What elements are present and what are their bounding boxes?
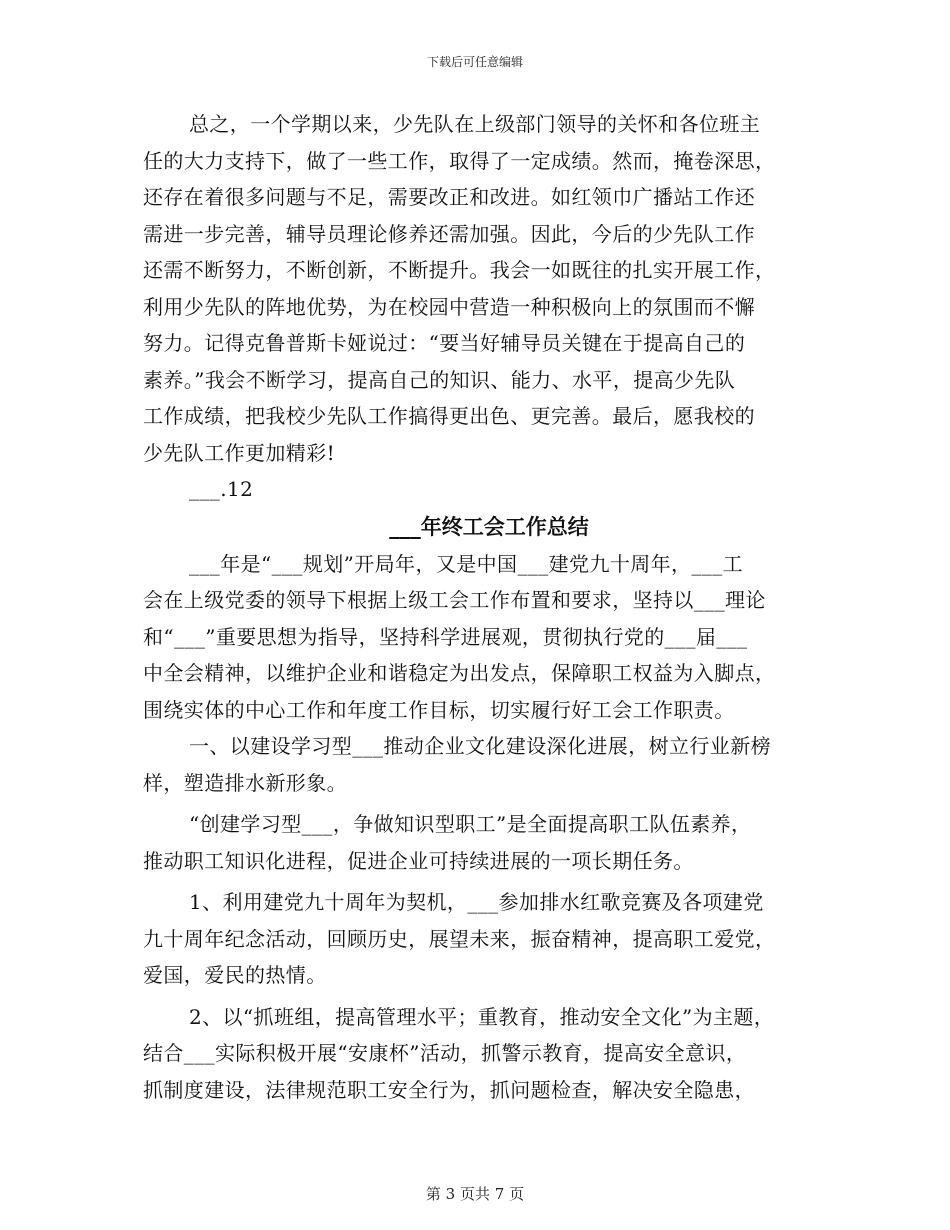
paragraph-line: 任的大力支持下，做了一些工作，取得了一定成绩。然而，掩卷深思， xyxy=(143,148,776,173)
paragraph-line: 还需不断努力，不断创新，不断提升。我会一如既往的扎实开展工作， xyxy=(143,258,776,282)
paragraph-line: 结合___实际积极开展“安康杯”活动，抓警示教育，提高安全意识， xyxy=(143,1041,747,1065)
paragraph-line: 努力。记得克鲁普斯卡娅说过：“要当好辅导员关键在于提高自己的 xyxy=(143,331,746,355)
paragraph-line: 2、以“抓班组，提高管理水平；重教育，推动安全文化”为主题， xyxy=(189,1004,775,1029)
paragraph-line: 总之，一个学期以来，少先队在上级部门领导的关怀和各位班主 xyxy=(189,112,761,136)
paragraph-line: 少先队工作更加精彩! xyxy=(143,440,336,465)
page-footer: 第 3 页共 7 页 xyxy=(425,1185,525,1203)
paragraph-line: 素养。”我会不断学习，提高自己的知识、能力、水平，提高少先队 xyxy=(143,367,736,392)
paragraph-line: “创建学习型___，争做知识型职工”是全面提高职工队伍素养， xyxy=(189,812,752,836)
paragraph-line: 还存在着很多问题与不足，需要改正和改进。如红领巾广播站工作还 xyxy=(143,185,755,209)
paragraph-line: 工作成绩，把我校少先队工作搞得更出色、更完善。最后，愿我校的 xyxy=(143,404,755,428)
paragraph-line: 抓制度建设，法律规范职工安全行为，抓问题检查，解决安全隐患， xyxy=(143,1077,755,1102)
paragraph-line: 会在上级党委的领导下根据上级工会工作布置和要求，坚持以___理论 xyxy=(143,588,766,612)
page-header: 下载后可任意编辑 xyxy=(426,55,523,69)
paragraph-line: 和“___”重要思想为指导，坚持科学进展观，贯彻执行党的___届___ xyxy=(143,624,748,649)
paragraph-line: 推动职工知识化进程，促进企业可持续进展的一项长期任务。 xyxy=(143,848,694,873)
paragraph-line: 爱国，爱民的热情。 xyxy=(143,963,327,987)
paragraph-line: 一、以建设学习型___推动企业文化建设深化进展，树立行业新榜 xyxy=(189,734,771,758)
paragraph-line: 围绕实体的中心工作和年度工作目标，切实履行好工会工作职责。 xyxy=(143,697,735,722)
paragraph-line: 中全会精神，以维护企业和谐稳定为出发点，保障职工权益为入脚点， xyxy=(143,661,776,685)
document-body xyxy=(143,106,815,1108)
paragraph-line: ___年是“___规划”开局年，又是中国___建党九十周年，___工 xyxy=(189,551,744,576)
paragraph-line: 九十周年纪念活动，回顾历史，展望未来，振奋精神，提高职工爱党， xyxy=(143,926,776,951)
paragraph-line: 利用少先队的阵地优势，为在校园中营造一种积极向上的氛围而不懈 xyxy=(143,294,755,319)
date-line: ___.12 xyxy=(189,477,254,501)
paragraph-line: 需进一步完善，辅导员理论修养还需加强。因此，今后的少先队工作 xyxy=(143,221,755,246)
section-title: ___年终工会工作总结 xyxy=(389,513,589,539)
paragraph-line: 1、利用建党九十周年为契机，___参加排水红歌竞赛及各项建党 xyxy=(189,890,764,914)
paragraph-line: 样，塑造排水新形象。 xyxy=(143,770,347,795)
